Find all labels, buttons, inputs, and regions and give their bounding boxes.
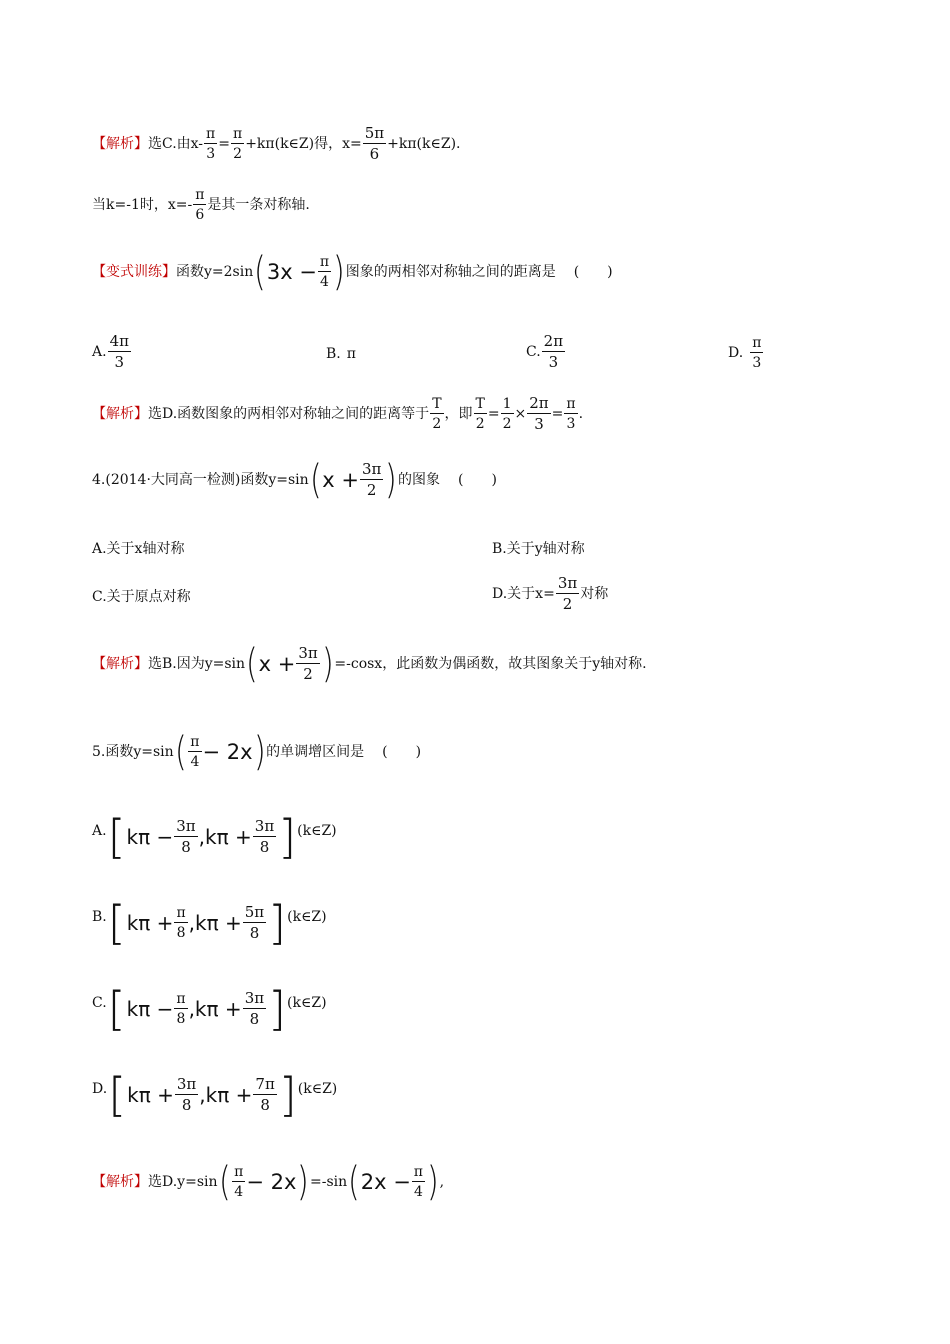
analysis-tag: 【解析】 (92, 656, 148, 672)
q5-option-a[interactable]: A. [ kπ − $\frac{3\pi}{8}$ ,kπ + $\frac{3\pi}{8}$ ] (k∈Z) (92, 810, 337, 864)
fraction: $\frac{\pi}{4}$ (319, 254, 330, 290)
question-5: 5.函数y=sin ( $\frac{\pi}{4}$ − 2x ) 的单调增区间是 ( ) (92, 729, 422, 775)
q4-option-a[interactable]: A.关于x轴对称 (92, 541, 185, 557)
fraction: $\frac{3\pi}{2}$ (362, 460, 382, 499)
fraction: $\frac{4\pi}{3}$ (109, 332, 129, 371)
fraction: $\frac{3\pi}{8}$ (244, 989, 265, 1028)
answer-blank: ( ) (458, 472, 497, 488)
right-paren: ) (333, 249, 345, 295)
variant-option-d[interactable]: D. $\frac{\pi}{3}$ (728, 335, 762, 371)
left-paren: ( (348, 1159, 360, 1205)
q4-option-d[interactable]: D.关于x= $\frac{3\pi}{2}$ 对称 (492, 574, 609, 613)
right-bracket: ] (268, 896, 287, 950)
answer-blank: ( ) (382, 744, 422, 760)
fraction: $\frac{\pi}{4}$ (190, 734, 200, 770)
fraction: $\frac{3\pi}{8}$ (176, 817, 196, 856)
fraction: $\frac{3\pi}{2}$ (557, 574, 578, 613)
answer-blank: ( ) (573, 264, 613, 280)
solution-1: 【解析】 选C.由x- $\frac{\pi}{3}$ = $\frac{\pi}{2}$ +kπ(k∈Z)得，x= $\frac{5\pi}{6}$ +kπ(k∈Z). (92, 124, 461, 163)
fraction: $\frac{7\pi}{8}$ (255, 1075, 275, 1114)
left-paren: ( (309, 457, 322, 503)
right-bracket: ] (268, 982, 287, 1036)
fraction: $\frac{2\pi}{3}$ (529, 394, 549, 433)
right-paren: ) (385, 457, 398, 503)
solution-4: 【解析】 选B.因为y=sin ( x + $\frac{3\pi}{2}$ ) =-cosx，此函数为偶函数，故其图象关于y轴对称. (92, 641, 647, 687)
fraction: $\frac{2\pi}{3}$ (543, 332, 564, 371)
variant-tag: 【变式训练】 (92, 264, 176, 280)
q5-option-b[interactable]: B. [ kπ + $\frac{\pi}{8}$ ,kπ + $\frac{5\pi}{8}$ ] (k∈Z) (92, 896, 327, 950)
fraction: $\frac{\pi}{3}$ (206, 126, 216, 162)
analysis-tag: 【解析】 (92, 406, 148, 422)
solution-1-continued: 当k=-1时，x=- $\frac{\pi}{6}$ 是其一条对称轴. (92, 187, 310, 223)
solution-2: 【解析】 选D.函数图象的两相邻对称轴之间的距离等于 $\frac{T}{2}$ ，即 $\frac{T}{2}$ = $\frac{1}{2}$ × $\frac{2\pi}{3}$ = $\frac{\pi}{3}$ . (92, 394, 584, 433)
fraction: $\frac{\pi}{6}$ (195, 187, 205, 223)
fraction: $\frac{\pi}{8}$ (176, 991, 186, 1027)
solution-5: 【解析】 选D.y=sin ( $\frac{\pi}{4}$ − 2x ) =-sin ( 2x − $\frac{\pi}{4}$ ) , (92, 1159, 445, 1205)
left-bracket: [ (107, 982, 126, 1036)
fraction: $\frac{\pi}{3}$ (566, 396, 576, 432)
right-paren: ) (253, 729, 266, 775)
variant-question: 【变式训练】 函数y=2sin ( 3x − $\frac{\pi}{4}$ ) 图象的两相邻对称轴之间的距离是 ( ) (92, 249, 613, 295)
text: 选C.由x- (148, 136, 204, 152)
fraction: $\frac{T}{2}$ (475, 396, 485, 432)
fraction: $\frac{1}{2}$ (502, 396, 512, 432)
fraction: $\frac{\pi}{4}$ (234, 1164, 244, 1200)
left-paren: ( (254, 249, 266, 295)
fraction: $\frac{\pi}{2}$ (232, 126, 243, 162)
fraction: $\frac{3\pi}{8}$ (176, 1075, 197, 1114)
right-paren: ) (321, 641, 334, 687)
fraction: $\frac{5\pi}{6}$ (364, 124, 385, 163)
q5-option-c[interactable]: C. [ kπ − $\frac{\pi}{8}$ ,kπ + $\frac{3\pi}{8}$ ] (k∈Z) (92, 982, 327, 1036)
variant-option-a[interactable]: A. $\frac{4\pi}{3}$ (92, 332, 129, 371)
question-4: 4.(2014·大同高一检测)函数y=sin ( x + $\frac{3\pi}{2}$ ) 的图象 ( ) (92, 457, 497, 503)
right-bracket: ] (278, 1068, 297, 1122)
left-paren: ( (174, 729, 187, 775)
fraction: $\frac{T}{2}$ (432, 396, 442, 432)
fraction: $\frac{3\pi}{2}$ (298, 644, 318, 683)
left-bracket: [ (108, 1068, 127, 1122)
left-paren: ( (218, 1159, 231, 1205)
variant-option-b[interactable]: B. π (326, 346, 356, 362)
q4-option-b[interactable]: B.关于y轴对称 (492, 541, 585, 557)
fraction: $\frac{\pi}{3}$ (752, 335, 762, 371)
analysis-tag: 【解析】 (92, 1174, 148, 1190)
right-paren: ) (297, 1159, 310, 1205)
fraction: $\frac{\pi}{8}$ (176, 905, 186, 941)
left-paren: ( (246, 641, 258, 687)
left-bracket: [ (107, 810, 126, 864)
q4-option-c[interactable]: C.关于原点对称 (92, 589, 191, 605)
q5-option-d[interactable]: D. [ kπ + $\frac{3\pi}{8}$ ,kπ + $\frac{7\pi}{8}$ ] (k∈Z) (92, 1068, 338, 1122)
left-bracket: [ (107, 896, 126, 950)
analysis-tag: 【解析】 (92, 136, 148, 152)
variant-option-c[interactable]: C. $\frac{2\pi}{3}$ (526, 332, 564, 371)
fraction: $\frac{5\pi}{8}$ (244, 903, 265, 942)
right-paren: ) (426, 1159, 439, 1205)
right-bracket: ] (278, 810, 297, 864)
fraction: $\frac{\pi}{4}$ (413, 1164, 423, 1200)
fraction: $\frac{3\pi}{8}$ (254, 817, 275, 856)
